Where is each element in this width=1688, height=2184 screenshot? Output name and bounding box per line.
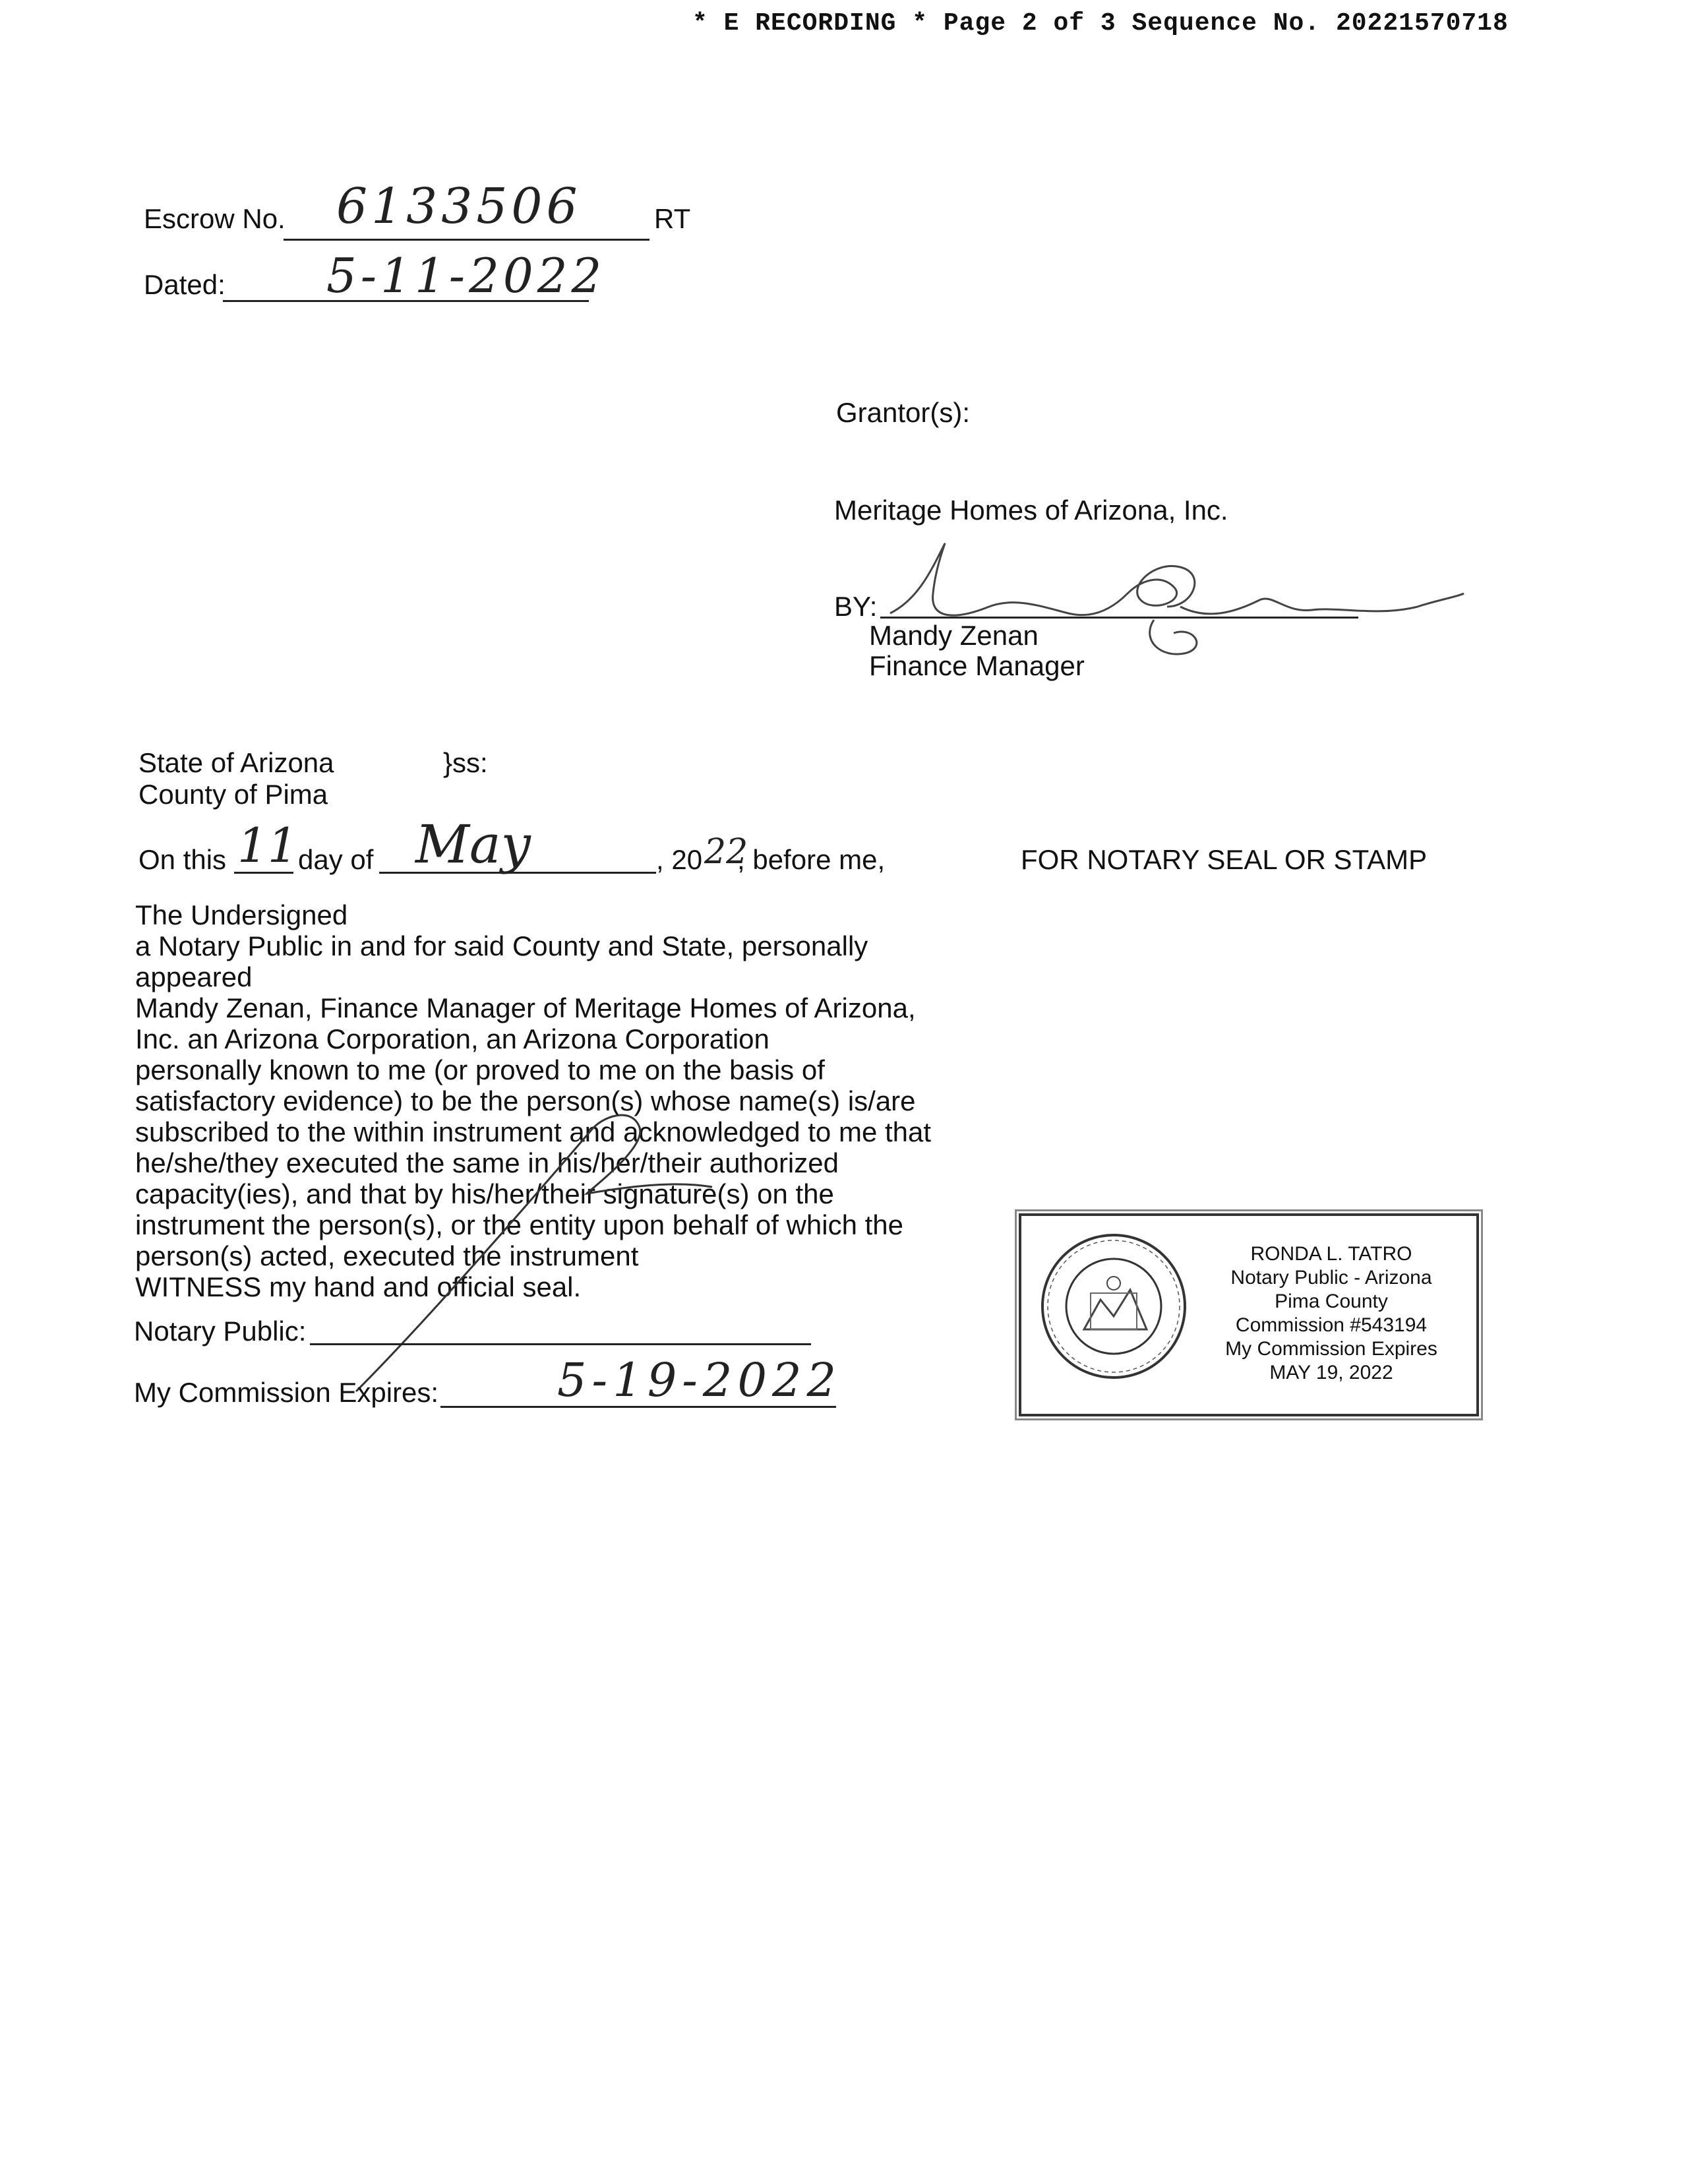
ack-line: satisfactory evidence) to be the person(s) whose name(s) is/are [135, 1085, 916, 1116]
year-prefix: , 20 [656, 844, 703, 875]
ack-line: Inc. an Arizona Corporation, an Arizona Corporation [135, 1023, 769, 1054]
stamp-line: Commission #543194 [1235, 1314, 1428, 1336]
grantor-company: Meritage Homes of Arizona, Inc. [834, 495, 1228, 526]
by-label: BY: [834, 591, 878, 622]
escrow-number-handwritten: 6133506 [336, 178, 582, 235]
ack-line: subscribed to the within instrument and acknowledged to me that [135, 1116, 932, 1147]
day-of-label: day of [298, 844, 374, 875]
commission-expires-label: My Commission Expires: [134, 1377, 439, 1408]
stamp-line: My Commission Expires [1225, 1338, 1437, 1360]
ack-line: The Undersigned [135, 899, 348, 930]
signer-name: Mandy Zenan [869, 620, 1039, 651]
on-this-label: On this [138, 844, 227, 875]
signer-title: Finance Manager [869, 650, 1085, 681]
ack-line: appeared [135, 961, 253, 992]
escrow-line [284, 239, 649, 241]
venue-state: State of Arizona [138, 747, 334, 778]
year-handwritten: 22 [704, 832, 748, 872]
state-seal-icon [1038, 1230, 1190, 1382]
notary-signature [343, 1088, 752, 1398]
venue-ss: }ss: [443, 747, 488, 778]
notary-public-label: Notary Public: [134, 1316, 307, 1347]
ack-line: personally known to me (or proved to me on the basis of [135, 1054, 825, 1085]
escrow-label: Escrow No. [144, 203, 286, 234]
month-handwritten: May [415, 814, 531, 875]
recording-header: * E RECORDING * Page 2 of 3 Sequence No. 20221570718 [692, 9, 1509, 38]
dated-label: Dated: [144, 269, 226, 300]
notary-public-line [310, 1343, 811, 1345]
before-me-label: , before me, [737, 844, 886, 875]
stamp-line: Notary Public - Arizona [1230, 1267, 1432, 1289]
ack-line: a Notary Public in and for said County and State, personally [135, 930, 868, 961]
ack-line: capacity(ies), and that by his/her/their signature(s) on the [135, 1178, 834, 1209]
ack-line: Mandy Zenan, Finance Manager of Meritage Homes of Arizona, [135, 992, 916, 1023]
ack-line: WITNESS my hand and official seal. [135, 1271, 582, 1302]
escrow-suffix: RT [654, 203, 691, 234]
stamp-line: MAY 19, 2022 [1269, 1362, 1393, 1383]
day-handwritten: 11 [237, 818, 298, 873]
commission-expires-handwritten: 5-19-2022 [557, 1353, 842, 1407]
ack-line: he/she/they executed the same in his/her/their authorized [135, 1147, 839, 1178]
notary-stamp [1019, 1213, 1479, 1416]
stamp-line: Pima County [1275, 1290, 1388, 1312]
ack-line: instrument the person(s), or the entity upon behalf of which the [135, 1209, 903, 1240]
notary-seal-heading: FOR NOTARY SEAL OR STAMP [1021, 844, 1428, 875]
dated-handwritten: 5-11-2022 [326, 248, 606, 303]
ack-line: person(s) acted, executed the instrument [135, 1240, 639, 1271]
grantor-label: Grantor(s): [836, 397, 971, 428]
venue-county: County of Pima [138, 779, 328, 810]
stamp-line: RONDA L. TATRO [1250, 1243, 1412, 1265]
